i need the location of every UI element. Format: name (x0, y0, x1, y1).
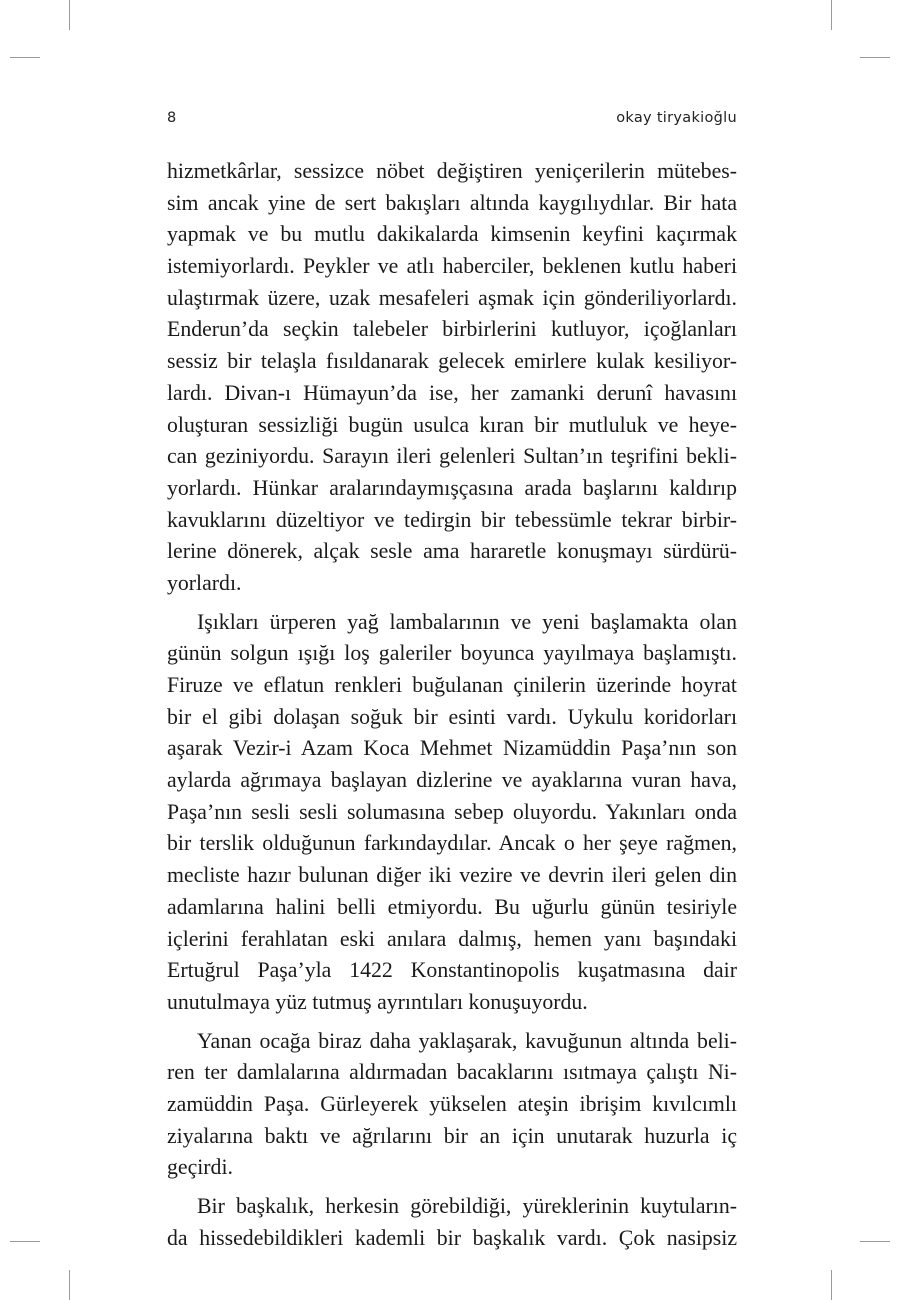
text-line: lerine dönerek, alçak sesle ama hararetle konuşmayı sürdürü- (167, 539, 737, 564)
text-line: kavuklarını düzeltiyor ve tedirgin bir tebessümle tekrar birbir- (167, 507, 737, 532)
text-line: aşarak Vezir-i Azam Koca Mehmet Nizamüddin Paşa’nın son (167, 736, 737, 761)
text-line: aylarda ağrımaya başlayan dizlerine ve ayaklarına vuran hava, (167, 768, 737, 793)
text-line: geçirdi. (167, 1155, 233, 1180)
page-number: 8 (167, 110, 177, 126)
text-line: yapmak ve bu mutlu dakikalarda kimsenin keyfini kaçırmak (167, 222, 737, 247)
text-line: Yanan ocağa biraz daha yaklaşarak, kavuğunun altında beli- (197, 1028, 737, 1053)
text-line: ziyalarına baktı ve ağrılarını bir an için unutarak huzurla iç (167, 1123, 737, 1148)
text-line: bir terslik olduğunun farkındaydılar. Ancak o her şeye rağmen, (167, 831, 737, 856)
text-line: istemiyorlardı. Peykler ve atlı haberciler, beklenen kutlu haberi (167, 254, 737, 279)
running-head-author: okay tiryakioğlu (616, 110, 737, 126)
text-line: içlerini ferahlatan eski anılara dalmış, hemen yanı başındaki (167, 926, 737, 951)
crop-mark (10, 1241, 40, 1242)
text-line: adamlarına halini belli etmiyordu. Bu uğurlu günün tesiriyle (167, 894, 737, 919)
crop-mark (69, 1270, 70, 1300)
paragraph (167, 156, 737, 600)
paragraph (167, 1191, 737, 1254)
text-line: Işıkları ürperen yağ lambalarının ve yeni başlamakta olan (197, 609, 737, 634)
text-line: günün solgun ışığı loş galeriler boyunca yayılmaya başlamıştı. (167, 641, 737, 666)
crop-mark (831, 0, 832, 30)
text-line: lardı. Divan-ı Hümayun’da ise, her zamanki derunî havasını (167, 380, 737, 405)
text-line: unutulmaya yüz tutmuş ayrıntıları konuşuyordu. (167, 989, 588, 1014)
text-line: sim ancak yine de sert bakışları altında kaygılıydılar. Bir hata (167, 190, 737, 215)
text-line: ren ter damlalarına aldırmadan bacaklarını ısıtmaya çalıştı Ni- (167, 1060, 737, 1085)
text-line: ulaştırmak üzere, uzak mesafeleri aşmak için gönderiliyorlardı. (167, 285, 737, 310)
text-line: Firuze ve eflatun renkleri buğulanan çinilerin üzerinde hoyrat (167, 673, 737, 697)
crop-mark (69, 0, 70, 30)
crop-mark (860, 1241, 890, 1242)
text-line: Bir başkalık, herkesin görebildiği, yüreklerinin kuytuların- (197, 1194, 737, 1218)
text-line: Enderun’da seçkin talebeler birbirlerini kutluyor, içoğlanları (167, 317, 737, 342)
text-line: Ertuğrul Paşa’yla 1422 Konstantinopolis kuşatmasına dair (167, 958, 737, 983)
body-text (167, 156, 737, 1261)
text-line: Paşa’nın sesli sesli solumasına sebep oluyordu. Yakınları onda (167, 799, 737, 824)
paragraph (167, 607, 737, 1019)
crop-mark (10, 57, 40, 58)
text-line: bir el gibi dolaşan soğuk bir esinti vardı. Uykulu koridorları (167, 704, 737, 729)
text-line: can geziniyordu. Sarayın ileri gelenleri Sultan’ın teşrifini bekli- (167, 444, 737, 469)
text-line: yorlardı. Hünkar aralarındaymışçasına arada başlarını kaldırıp (167, 475, 737, 500)
paragraph (167, 1026, 737, 1184)
crop-mark (831, 1270, 832, 1300)
text-line: hizmetkârlar, sessizce nöbet değiştiren yeniçerilerin mütebes- (167, 159, 737, 183)
running-head (167, 110, 737, 130)
text-line: yorlardı. (167, 570, 242, 595)
text-line: mecliste hazır bulunan diğer iki vezire ve devrin ileri gelen din (167, 863, 737, 888)
text-line: sessiz bir telaşla fısıldanarak gelecek emirlere kulak kesiliyor- (167, 349, 737, 374)
crop-mark (860, 57, 890, 58)
text-line: zamüddin Paşa. Gürleyerek yükselen ateşin ibrişim kıvılcımlı (167, 1091, 737, 1116)
text-line: da hissedebildikleri kademli bir başkalık vardı. Çok nasipsiz (167, 1225, 737, 1250)
text-line: oluşturan sessizliği bugün usulca kıran bir mutluluk ve heye- (167, 412, 737, 437)
